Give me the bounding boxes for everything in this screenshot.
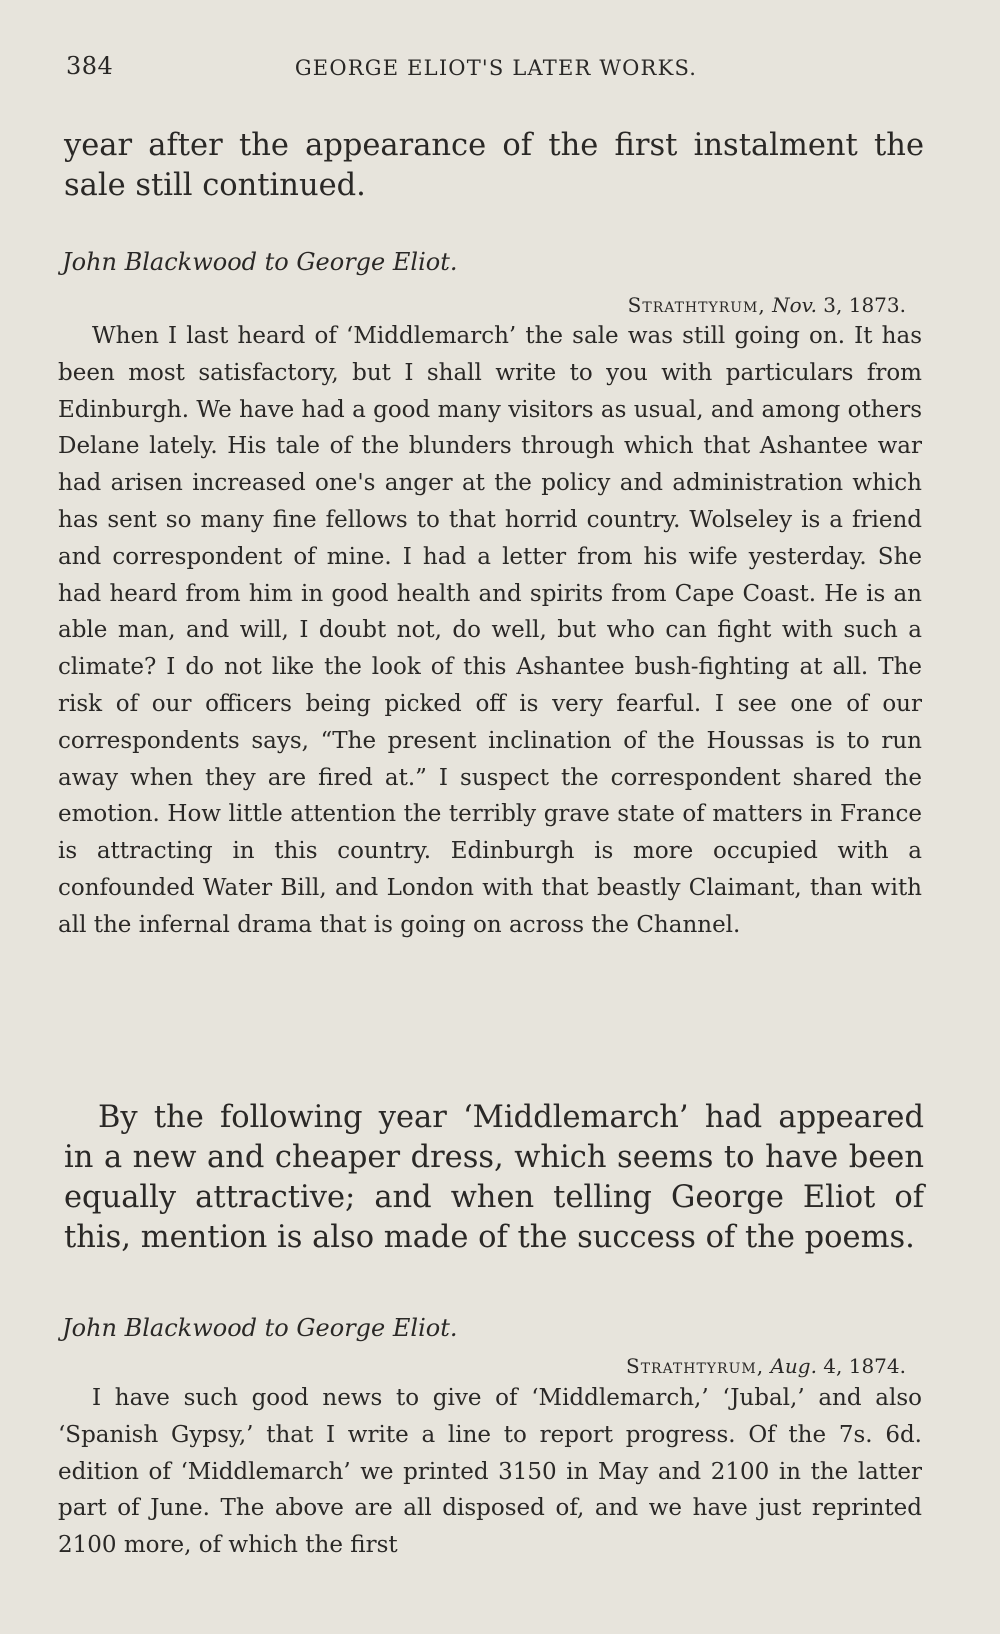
letter2-date: 4, 1874. — [823, 1354, 906, 1378]
letter1-dateline — [628, 293, 906, 317]
narrative-paragraph: By the following year ‘Middlemarch’ had appeared in a new and cheaper dress, which seems to have been equally attractive; and when telling George Eliot of this, mention is also made of the success of the poems. — [64, 1100, 924, 1255]
running-title: GEORGE ELIOT'S LATER WORKS. — [294, 56, 698, 80]
letter2-place: Strathtyrum, — [626, 1354, 765, 1378]
letter1-date: 3, 1873. — [823, 293, 906, 317]
page-number: 384 — [66, 52, 114, 80]
letter2-salutation: John Blackwood to George Eliot. — [62, 1314, 458, 1342]
letter2-body: I have such good news to give of ‘Middlemarch,’ ‘Jubal,’ and also ‘Spanish Gypsy,’ that I write a line to report progress. Of the 7s. 6d. edition of ‘Middlemarch’ we printed 3150 in May and 2100 in the latter part of June. The above are all disposed of, and we have just reprinted 2100 more, of which the first — [58, 1385, 922, 1559]
letter1-salutation: John Blackwood to George Eliot. — [62, 248, 458, 276]
letter1-month: Nov. — [772, 293, 817, 317]
intro-paragraph: year after the appearance of the first instalment the sale still continued. — [64, 128, 924, 203]
letter1-body: When I last heard of ‘Middlemarch’ the sale was still going on. It has been most satisfactory, but I shall write to you with particulars from Edinburgh. We have had a good many visitors as usual, and among others Delane lately. His tale of the blunders through which that Ashantee war had arisen increased one's anger at the policy and administration which has sent so many fine fellows to that horrid country. Wolseley is a friend and correspondent of mine. I had a letter from his wife yesterday. She had heard from him in good health and spirits from Cape Coast. He is an able man, and will, I doubt not, do well, but who can fight with such a climate? I do not like the look of this Ashantee bush-fighting at all. The risk of our officers being picked off is very fearful. I see one of our correspondents says, “The present inclination of the Houssas is to run away when they are fired at.” I suspect the correspondent shared the emotion. How little attention the terribly grave state of matters in France is attracting in this country. Edinburgh is more occupied with a confounded Water Bill, and London with that beastly Claimant, than with all the infernal drama that is going on across the Channel. — [58, 323, 922, 938]
letter1-place: Strathtyrum, — [627, 293, 766, 317]
letter2-month: Aug. — [770, 1354, 817, 1378]
letter2-dateline — [626, 1354, 906, 1378]
